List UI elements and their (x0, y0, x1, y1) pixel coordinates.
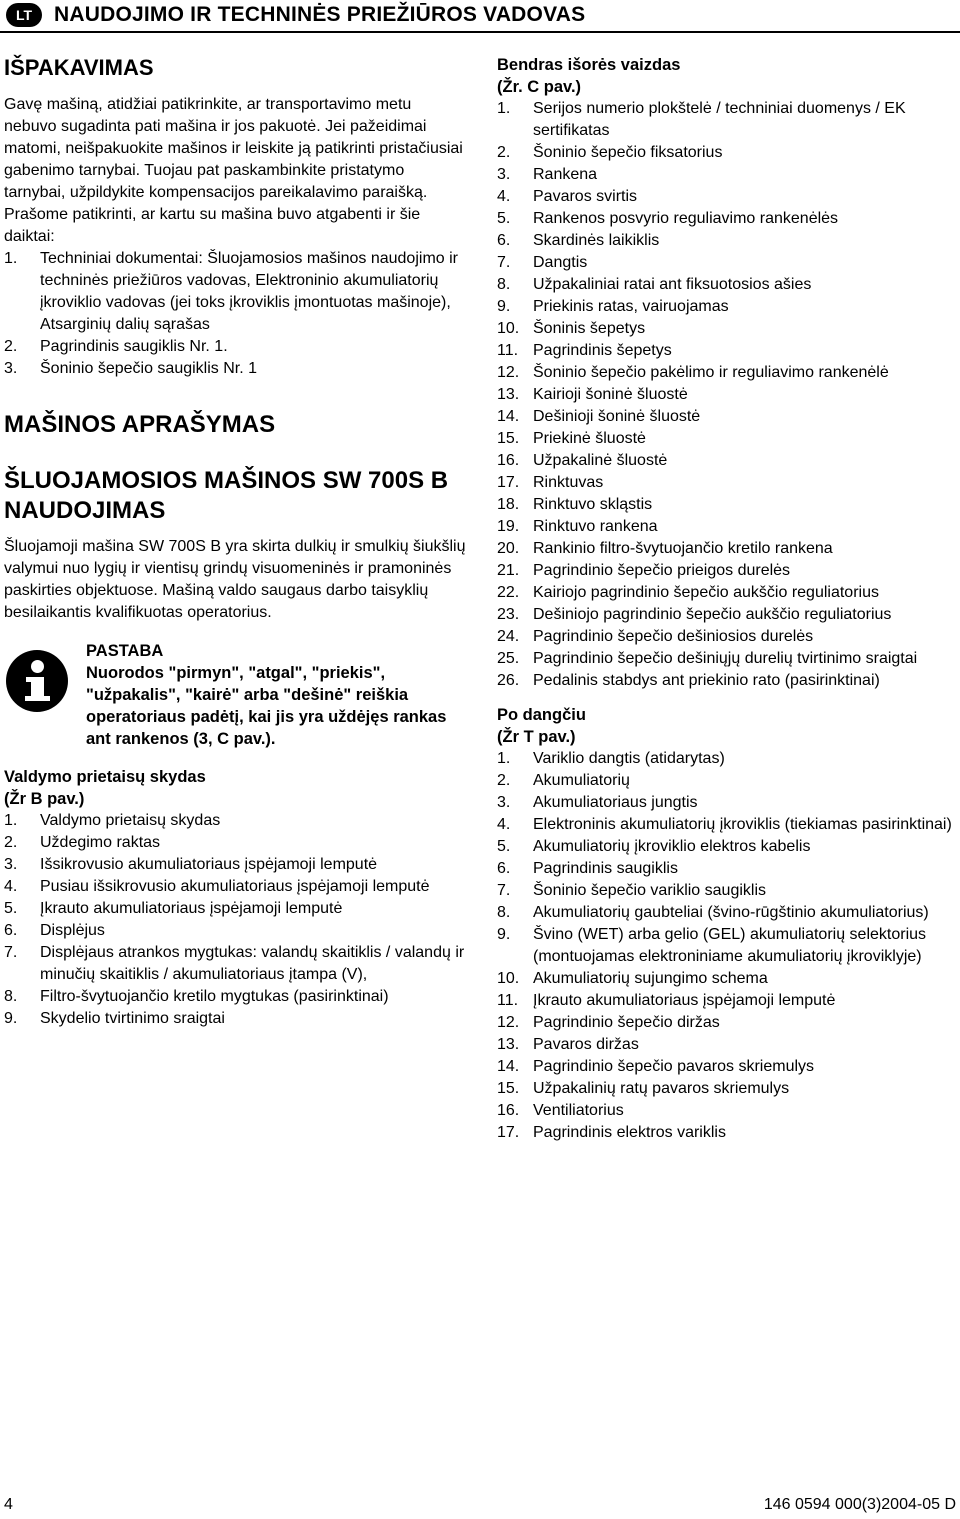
list-item: 2. Šoninio šepečio fiksatorius (497, 144, 723, 161)
list-item: 4. Pusiau išsikrovusio akumuliatoriaus įspėjamoji lemputė (4, 878, 430, 895)
list-item: 6. Pagrindinis saugiklis (497, 860, 678, 877)
list-item: 13. Kairioji šoninė šluostė (497, 386, 688, 403)
document-code: 146 0594 000(3)2004-05 D (763, 1496, 956, 1513)
header-rule (0, 31, 960, 33)
note-text: Nuorodos "pirmyn", "atgal", "priekis", "užpakalis", "kairė" arba "dešinė" reiškia operatoriaus padėtį, kai jis yra uždėjęs rankas ant rankenos (3, C pav.). (86, 664, 447, 748)
unpacking-paragraph-2: Prašome patikrinti, ar kartu su mašina buvo atgabenti ir šie daiktai: (4, 206, 421, 245)
control-panel-title: Valdymo prietaisų skydas (4, 768, 206, 786)
machine-description-title: MAŠINOS APRAŠYMAS (4, 411, 276, 438)
list-item: 3. Išsikrovusio akumuliatoriaus įspėjamoji lemputė (4, 856, 378, 873)
list-item: 24. Pagrindinio šepečio dešiniosios durelės (497, 628, 814, 645)
list-item: 25. Pagrindinio šepečio dešiniųjų durelių tvirtinimo sraigtai (497, 650, 918, 667)
note-box (4, 640, 466, 750)
under-cover-figure-ref: (Žr T pav.) (497, 728, 576, 746)
list-item: 23. Dešiniojo pagrindinio šepečio aukščio reguliatorius (497, 606, 892, 623)
right-column (497, 54, 957, 1144)
unpacking-paragraph-1: Gavę mašiną, atidžiai patikrinkite, ar transportavimo metu nebuvo sugadinta pati mašina ir jos pakuotė. Jei pažeidimai matomi, neišpakuokite mašinos ir leiskite ją patikrinti pristačiusiai gabenimo tarnybai. Tuojau pat paskambinkite pristatymo tarnybai, užpildykite kompensacijos pareikalavimo paraišką. (4, 96, 463, 201)
list-item: 22. Kairiojo pagrindinio šepečio aukščio reguliatorius (497, 584, 879, 601)
list-item: 2. Pagrindinis saugiklis Nr. 1. (4, 338, 228, 355)
page-header (6, 0, 956, 30)
list-item: 8. Akumuliatorių gaubteliai (švino-rūgštinio akumuliatorius) (497, 904, 929, 921)
list-item: 2. Akumuliatorių (497, 772, 630, 789)
list-item: 3. Rankena (497, 166, 598, 183)
list-item: 26. Pedalinis stabdys ant priekinio rato (pasirinktinai) (497, 672, 880, 689)
list-item: 20. Rankinio filtro-švytuojančio kretilo rankena (497, 540, 833, 557)
exterior-title: Bendras išorės vaizdas (497, 56, 681, 74)
list-item: 16. Užpakalinė šluostė (497, 452, 668, 469)
list-item: 8. Filtro-švytuojančio kretilo mygtukas (pasirinktinai) (4, 988, 389, 1005)
list-item: 3. Akumuliatoriaus jungtis (497, 794, 698, 811)
list-item: 1. Variklio dangtis (atidarytas) (497, 750, 725, 767)
page-number: 4 (4, 1496, 13, 1513)
list-item: 7. Dangtis (497, 254, 588, 271)
list-item: 14. Dešinioji šoninė šluostė (497, 408, 701, 425)
list-item: 15. Užpakalinių ratų pavaros skriemulys (497, 1080, 790, 1097)
note-title: PASTABA (86, 642, 164, 660)
list-item: 5. Įkrauto akumuliatoriaus įspėjamoji lemputė (4, 900, 343, 917)
list-item: 4. Pavaros svirtis (497, 188, 638, 205)
list-item: 2. Uždegimo raktas (4, 834, 161, 851)
list-item: 9. Priekinis ratas, vairuojamas (497, 298, 729, 315)
list-item: 3. Šoninio šepečio saugiklis Nr. 1 (4, 360, 258, 377)
unpacking-list (4, 248, 466, 380)
list-item: 9. Skydelio tvirtinimo sraigtai (4, 1010, 225, 1027)
list-item: 15. Priekinė šluostė (497, 430, 646, 447)
list-item: 16. Ventiliatorius (497, 1102, 624, 1119)
list-item: 8. Užpakaliniai ratai ant fiksuotosios ašies (497, 276, 812, 293)
unpacking-title: IŠPAKAVIMAS (4, 55, 154, 80)
under-cover-title: Po dangčiu (497, 706, 586, 724)
list-item: 19. Rinktuvo rankena (497, 518, 658, 535)
list-item: 7. Displėjaus atrankos mygtukas: valandų skaitiklis / valandų ir minučių skaitiklis / akumuliatoriaus įtampa (V), (4, 944, 465, 983)
exterior-list (497, 98, 957, 692)
list-item: 1. Serijos numerio plokštelė / techniniai duomenys / EK sertifikatas (497, 100, 906, 139)
control-panel-figure-ref: (Žr B pav.) (4, 790, 85, 808)
list-item: 10. Šoninis šepetys (497, 320, 646, 337)
machine-use-text: Šluojamoji mašina SW 700S B yra skirta dulkių ir smulkių šiukšlių valymui nuo lygių ir vientisų grindų visuomeninės ir pramoninės paskirties objektuose. Mašiną valdo saugaus darbo taisyklių besilaikantis kvalifikuotas operatorius. (4, 538, 466, 621)
list-item: 6. Skardinės laikiklis (497, 232, 660, 249)
machine-use-title: ŠLUOJAMOSIOS MAŠINOS SW 700S B NAUDOJIMAS (4, 467, 449, 524)
list-item: 11. Įkrauto akumuliatoriaus įspėjamoji lemputė (497, 992, 836, 1009)
control-panel-list (4, 810, 466, 1030)
list-item: 11. Pagrindinis šepetys (497, 342, 672, 359)
list-item: 4. Elektroninis akumuliatorių įkroviklis (tiekiamas pasirinktinai) (497, 816, 952, 833)
list-item: 5. Rankenos posvyrio reguliavimo rankenėlės (497, 210, 839, 227)
list-item: 10. Akumuliatorių sujungimo schema (497, 970, 768, 987)
list-item: 12. Šoninio šepečio pakėlimo ir reguliavimo rankenėlė (497, 364, 889, 381)
list-item: 13. Pavaros diržas (497, 1036, 639, 1053)
list-item: 9. Švino (WET) arba gelio (GEL) akumuliatorių selektorius (montuojamas elektroniniame akumuliatorių įkroviklyje) (497, 926, 927, 965)
document-title: NAUDOJIMO IR TECHNINĖS PRIEŽIŪROS VADOVAS (54, 3, 586, 26)
list-item: 17. Rinktuvas (497, 474, 604, 491)
list-item: 5. Akumuliatorių įkroviklio elektros kabelis (497, 838, 811, 855)
list-item: 1. Techniniai dokumentai: Šluojamosios mašinos naudojimo ir techninės priežiūros vadovas, Elektroninio akumuliatorių įkroviklio vadovas (jei toks įkroviklis įmontuotas mašinoje), Atsarginių dalių sąrašas (4, 250, 458, 333)
list-item: 17. Pagrindinis elektros variklis (497, 1124, 726, 1141)
list-item: 6. Displėjus (4, 922, 105, 939)
list-item: 21. Pagrindinio šepečio prieigos durelės (497, 562, 791, 579)
list-item: 14. Pagrindinio šepečio pavaros skriemulys (497, 1058, 815, 1075)
list-item: 1. Valdymo prietaisų skydas (4, 812, 221, 829)
list-item: 12. Pagrindinio šepečio diržas (497, 1014, 720, 1031)
left-column (4, 54, 466, 1030)
info-icon (6, 650, 68, 712)
language-badge: LT (6, 3, 42, 27)
list-item: 18. Rinktuvo skląstis (497, 496, 653, 513)
under-cover-list (497, 748, 957, 1144)
list-item: 7. Šoninio šepečio variklio saugiklis (497, 882, 767, 899)
exterior-figure-ref: (Žr. C pav.) (497, 78, 582, 96)
